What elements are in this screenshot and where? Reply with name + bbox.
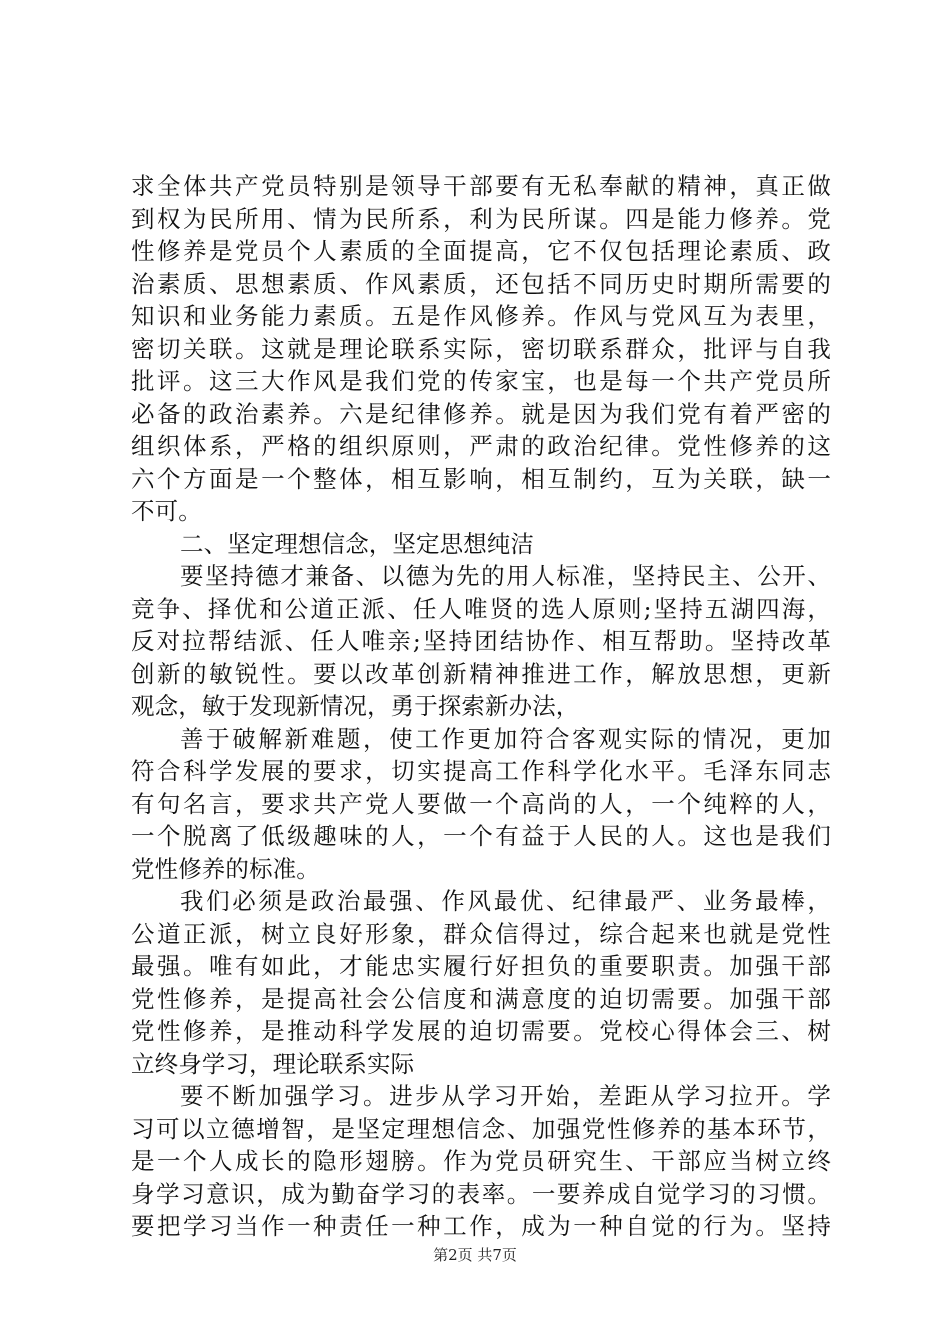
text-line: 党性修养的标准。	[131, 854, 320, 883]
text-line: 性修养是党员个人素质的全面提高，它不仅包括理论素质、政	[131, 237, 831, 265]
text-line: 组织体系，严格的组织原则，严肃的政治纪律。党性修养的这	[131, 432, 831, 460]
page-number-label: 第2页 共7页	[433, 1246, 517, 1264]
page-footer	[0, 1246, 950, 1264]
text-line: 党性修养，是提高社会公信度和满意度的迫切需要。加强干部	[131, 984, 831, 1013]
text-line: 善于破解新难题，使工作更加符合客观实际的情况，更加	[180, 724, 831, 753]
text-line: 有句名言，要求共产党人要做一个高尚的人，一个纯粹的人，	[131, 789, 831, 818]
text-line: 要把学习当作一种责任一种工作，成为一种自觉的行为。坚持	[131, 1212, 831, 1240]
text-line: 不可。	[131, 497, 202, 525]
document-body	[131, 170, 831, 1243]
text-line: 反对拉帮结派、任人唯亲;坚持团结协作、相互帮助。坚持改革	[131, 627, 831, 655]
text-line: 创新的敏锐性。要以改革创新精神推进工作，解放思想，更新	[131, 659, 831, 688]
text-line: 是一个人成长的隐形翅膀。作为党员研究生、干部应当树立终	[131, 1147, 831, 1175]
text-line: 公道正派，树立良好形象，群众信得过，综合起来也就是党性	[131, 919, 831, 948]
text-line: 批评。这三大作风是我们党的传家宝，也是每一个共产党员所	[131, 367, 831, 395]
text-line: 习可以立德增智，是坚定理想信念、加强党性修养的基本环节，	[131, 1114, 831, 1143]
text-line: 知识和业务能力素质。五是作风修养。作风与党风互为表里，	[131, 302, 831, 330]
text-line: 密切关联。这就是理论联系实际，密切联系群众，批评与自我	[131, 334, 831, 363]
text-line: 治素质、思想素质、作风素质，还包括不同历史时期所需要的	[131, 269, 831, 298]
text-line: 必备的政治素养。六是纪律修养。就是因为我们党有着严密的	[131, 399, 831, 428]
text-line: 党性修养，是推动科学发展的迫切需要。党校心得体会三、树	[131, 1017, 831, 1045]
section-heading: 二、坚定理想信念，坚定思想纯洁	[180, 529, 534, 558]
text-line: 要不断加强学习。进步从学习开始，差距从学习拉开。学	[180, 1082, 831, 1110]
text-line: 最强。唯有如此，才能忠实履行好担负的重要职责。加强干部	[131, 952, 831, 980]
text-line: 要坚持德才兼备、以德为先的用人标准，坚持民主、公开、	[180, 562, 831, 590]
text-line: 到权为民所用、情为民所系，利为民所谋。四是能力修养。党	[131, 204, 831, 233]
text-line: 我们必须是政治最强、作风最优、纪律最严、业务最棒，	[180, 887, 831, 915]
text-line: 立终身学习，理论联系实际	[131, 1049, 415, 1078]
text-line: 求全体共产党员特别是领导干部要有无私奉献的精神，真正做	[131, 172, 831, 200]
text-line: 身学习意识，成为勤奋学习的表率。一要养成自觉学习的习惯。	[131, 1179, 831, 1208]
text-line: 符合科学发展的要求，切实提高工作科学化水平。毛泽东同志	[131, 757, 831, 785]
text-line: 六个方面是一个整体，相互影响，相互制约，互为关联，缺一	[131, 464, 831, 493]
text-line: 观念，敏于发现新情况，勇于探索新办法，	[131, 692, 580, 720]
text-line: 竞争、择优和公道正派、任人唯贤的选人原则;坚持五湖四海，	[131, 594, 831, 623]
text-line: 一个脱离了低级趣味的人，一个有益于人民的人。这也是我们	[131, 822, 831, 850]
